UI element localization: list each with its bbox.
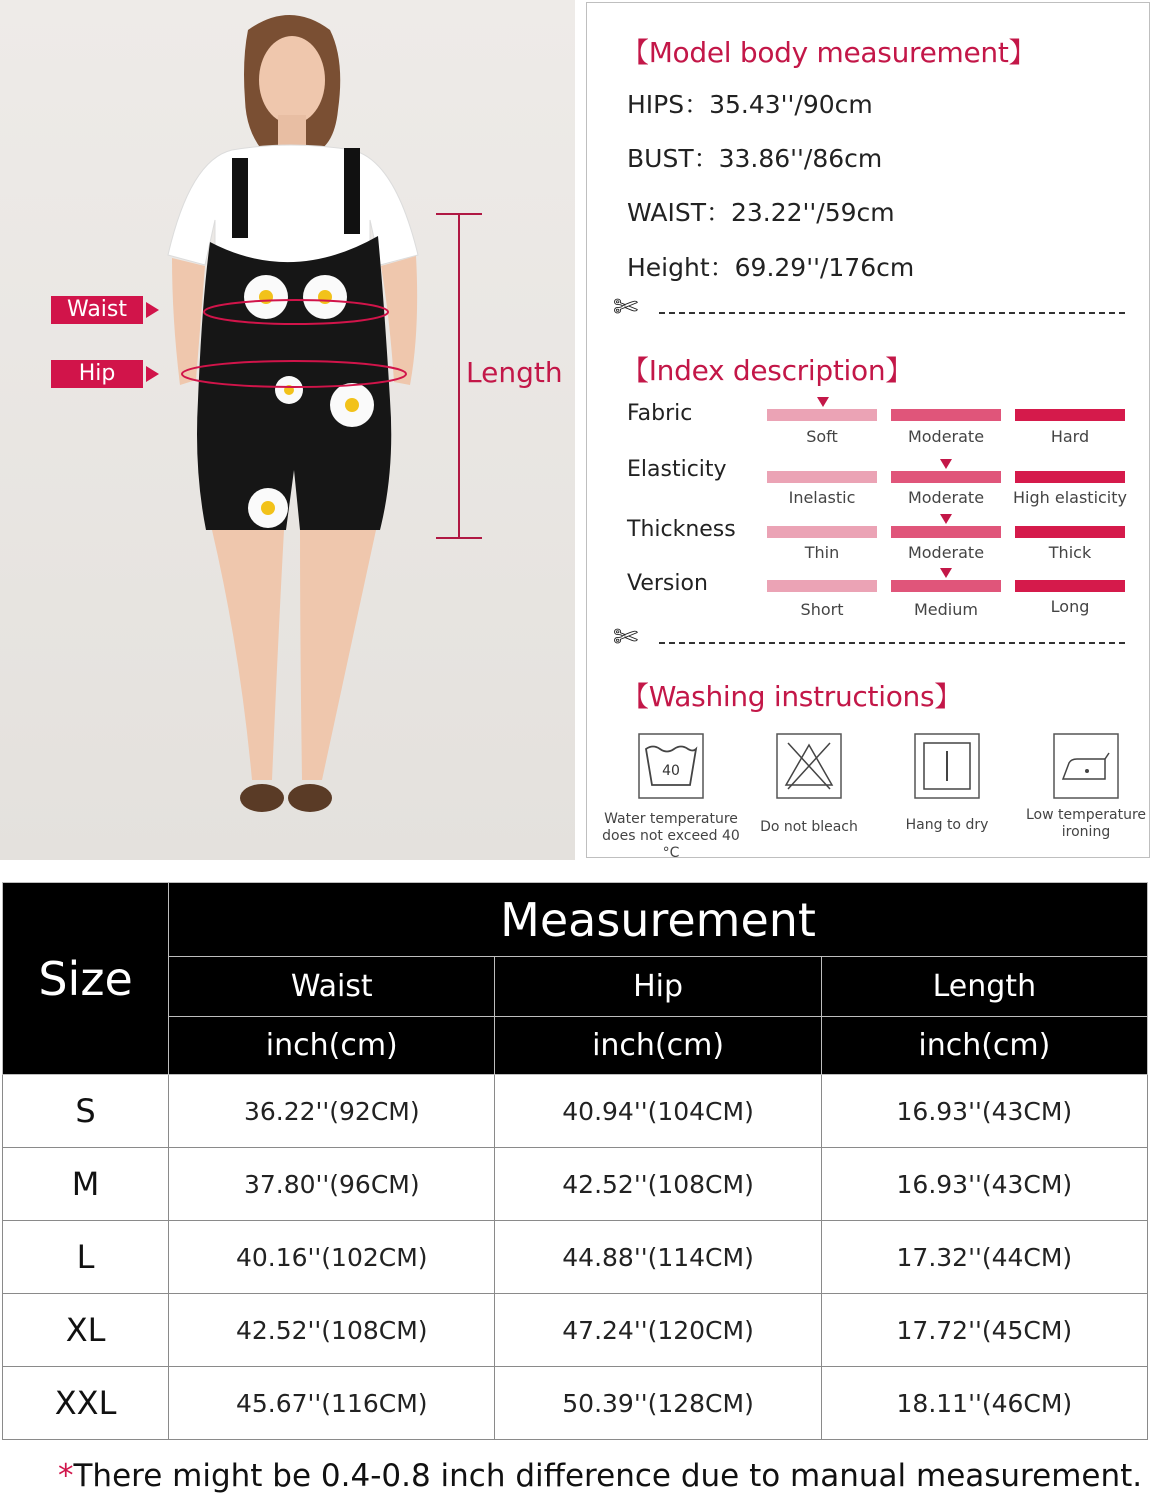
model-hips: HIPS：35.43''/90cm	[627, 90, 873, 119]
measurement-note	[58, 1458, 1142, 1494]
bar-high-elasticity	[1015, 471, 1125, 483]
info-panel	[586, 2, 1150, 861]
bar-moderate	[891, 409, 1001, 421]
hip-tag: Hip	[51, 360, 143, 388]
hip-cell: 50.39''(128CM)	[495, 1367, 821, 1440]
size-cell: XL	[3, 1294, 169, 1367]
bar-moderate	[891, 526, 1001, 538]
table-row	[3, 1367, 1148, 1440]
unit-header: inch(cm)	[169, 1017, 495, 1075]
option-soft: Soft	[806, 427, 838, 446]
selected-marker-icon	[940, 459, 952, 469]
size-cell: XXL	[3, 1367, 169, 1440]
hip-arrow-icon	[146, 366, 159, 382]
table-row	[3, 1075, 1148, 1148]
option-hard: Hard	[1050, 427, 1090, 446]
option-moderate: Moderate	[907, 488, 985, 507]
model-illustration	[0, 0, 575, 860]
length-label: Length	[466, 356, 563, 389]
scissors-icon: ✄	[613, 290, 639, 325]
option-thin: Thin	[804, 543, 840, 562]
dry-item	[877, 733, 1017, 834]
unit-header: inch(cm)	[495, 1017, 821, 1075]
column-header-hip: Hip	[495, 957, 821, 1017]
bar-long	[1015, 580, 1125, 592]
column-header-waist: Waist	[169, 957, 495, 1017]
index-label-thickness: Thickness	[627, 517, 736, 542]
waist-cell: 45.67''(116CM)	[169, 1367, 495, 1440]
length-cell: 17.72''(45CM)	[821, 1294, 1147, 1367]
note-text: There might be 0.4-0.8 inch difference due to manual measurement.	[73, 1458, 1143, 1494]
column-header-length: Length	[821, 957, 1147, 1017]
waist-cell: 37.80''(96CM)	[169, 1148, 495, 1221]
bar-short	[767, 580, 877, 592]
bar-thick	[1015, 526, 1125, 538]
option-moderate: Moderate	[907, 543, 985, 562]
model-waist: WAIST：23.22''/59cm	[627, 198, 895, 227]
option-medium: Medium	[914, 600, 978, 619]
option-inelastic: Inelastic	[788, 488, 856, 507]
cut-divider	[613, 290, 1125, 325]
model-measurement-title: 【Model body measurement】	[621, 36, 1037, 69]
low-temp-iron-icon	[1053, 733, 1119, 799]
size-cell: S	[3, 1075, 169, 1148]
table-row	[3, 1148, 1148, 1221]
bleach-item	[739, 733, 879, 836]
index-label-fabric: Fabric	[627, 401, 693, 426]
hip-cell: 40.94''(104CM)	[495, 1075, 821, 1148]
bar-soft	[767, 409, 877, 421]
dry-text: Hang to dry	[905, 817, 989, 833]
length-cell: 17.32''(44CM)	[821, 1221, 1147, 1294]
option-high-elasticity: High elasticity	[1013, 488, 1127, 507]
hang-to-dry-icon	[914, 733, 980, 799]
selected-marker-icon	[940, 568, 952, 578]
option-short: Short	[800, 600, 844, 619]
do-not-bleach-icon	[776, 733, 842, 799]
model-height: Height：69.29''/176cm	[627, 253, 915, 282]
bar-hard	[1015, 409, 1125, 421]
model-photo	[0, 0, 575, 860]
waist-tag: Waist	[51, 296, 143, 324]
selected-marker-icon	[940, 514, 952, 524]
option-moderate: Moderate	[907, 427, 985, 446]
unit-header: inch(cm)	[821, 1017, 1147, 1075]
size-header: Size	[3, 883, 169, 1075]
length-cell: 16.93''(43CM)	[821, 1148, 1147, 1221]
size-cell: L	[3, 1221, 169, 1294]
model-bust: BUST：33.86''/86cm	[627, 144, 883, 173]
scissors-icon: ✄	[613, 620, 639, 655]
bleach-text: Do not bleach	[760, 819, 858, 835]
cut-divider	[613, 620, 1125, 655]
table-row	[3, 1221, 1148, 1294]
hip-cell: 42.52''(108CM)	[495, 1148, 821, 1221]
bar-thin	[767, 526, 877, 538]
length-cell: 16.93''(43CM)	[821, 1075, 1147, 1148]
waist-cell: 40.16''(102CM)	[169, 1221, 495, 1294]
svg-text:40: 40	[662, 763, 680, 779]
waist-arrow-icon	[146, 302, 159, 318]
size-chart-table	[2, 882, 1148, 1440]
wash-item	[601, 733, 741, 862]
waist-cell: 42.52''(108CM)	[169, 1294, 495, 1367]
iron-text: Low temperature ironing	[1025, 807, 1147, 840]
hip-cell: 47.24''(120CM)	[495, 1294, 821, 1367]
table-row	[3, 1294, 1148, 1367]
measurement-header: Measurement	[169, 883, 1148, 957]
bar-inelastic	[767, 471, 877, 483]
index-label-elasticity: Elasticity	[627, 457, 727, 482]
size-cell: M	[3, 1148, 169, 1221]
note-star: *	[58, 1458, 74, 1494]
hip-cell: 44.88''(114CM)	[495, 1221, 821, 1294]
washing-title: 【Washing instructions】	[621, 680, 962, 713]
bar-medium	[891, 580, 1001, 592]
index-label-version: Version	[627, 571, 708, 596]
length-cell: 18.11''(46CM)	[821, 1367, 1147, 1440]
index-title: 【Index description】	[621, 354, 913, 387]
bar-moderate	[891, 471, 1001, 483]
option-thick: Thick	[1048, 543, 1092, 562]
wash-text: Water temperature does not exceed 40 °C	[602, 811, 740, 861]
iron-item	[1016, 733, 1152, 841]
waist-cell: 36.22''(92CM)	[169, 1075, 495, 1148]
wash-40-icon	[638, 733, 704, 799]
selected-marker-icon	[817, 397, 829, 407]
option-long: Long	[1050, 597, 1090, 616]
